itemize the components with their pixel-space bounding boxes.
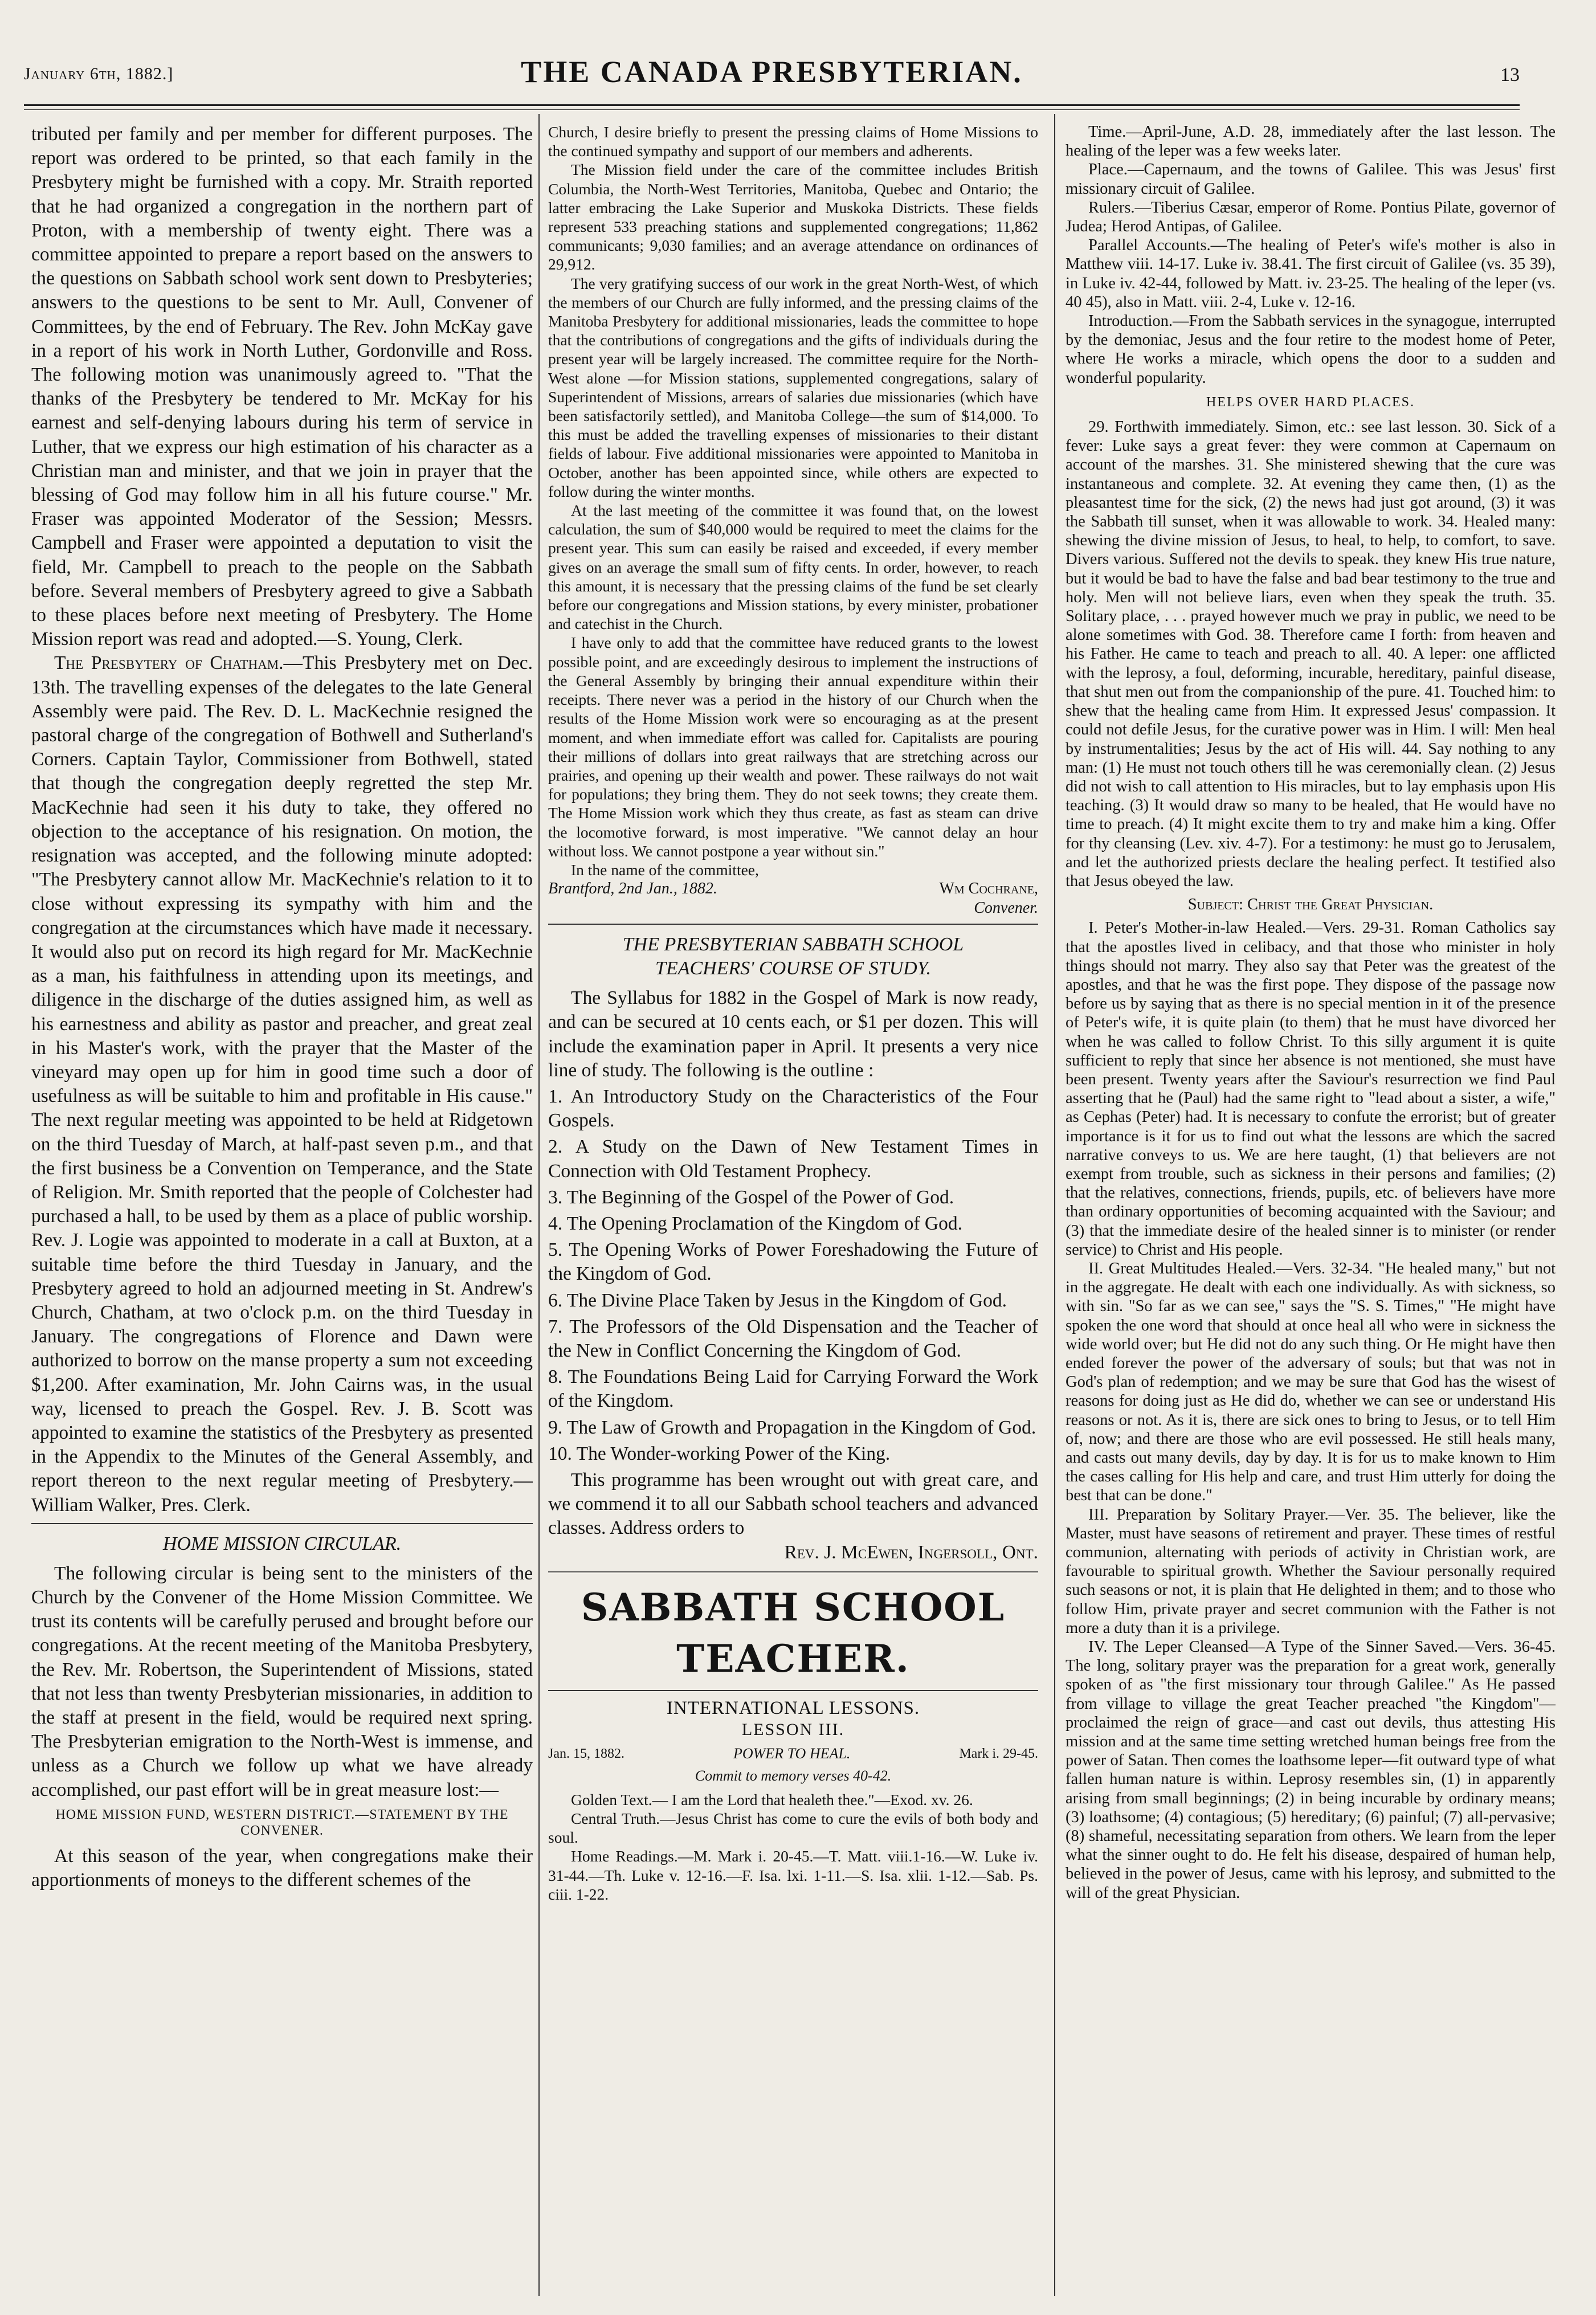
- golden-text: Golden Text.— I am the Lord that healeth thee."—Exod. xv. 26.: [571, 1790, 973, 1808]
- masthead-title: THE CANADA PRESBYTERIAN.: [521, 55, 1023, 89]
- memory-verses: Commit to memory verses 40-42.: [695, 1767, 892, 1784]
- home-mission-title: HOME MISSION CIRCULAR.: [162, 1533, 402, 1554]
- course-title-1: THE PRESBYTERIAN SABBATH SCHOOL: [622, 934, 964, 956]
- section-rule: [31, 1523, 533, 1524]
- lesson-place: Place.—Capernaum, and the towns of Galilee. This was Jesus' first missionary circuit of Galilee.: [1066, 161, 1556, 198]
- central-truth: Central Truth.—Jesus Christ has come to cure the evils of both body and soul.: [548, 1810, 1038, 1847]
- page-header: [24, 54, 1520, 100]
- point-two: II. Great Multitudes Healed.—Vers. 32-34. "He healed many," but not in the aggregate. He dealt with each one individually. As with sickness, so with sin. "So far as we can see," says the "S. S. Times," "He might have spoken the one word that should at once heal all who were in sickness the wide world over; but He did not do any such thing. Or He might have then ended forever the power of the adversary of souls; but that was not in God's plan of redemption; and we may be sure that God has the wisest of reasons for doing just as He did do, whether we can see or understand His reasons or not. As it is, there are sick ones to bring to Jesus, or to tell Him of, now; and there are those who are evil possessed. He still heals many, and casts out many devils, day by day. It is for us to make known to Him the cases calling for His help and care, and trust Him utterly for doing the best that can be done.": [1066, 1259, 1556, 1505]
- presbytery-report-text: tributed per family and per member for different purposes. The report was ordered to be printed, so that each family in the Presbytery might be furnished with a copy. Mr. Straith reported that he had organized a congregation in the northern part of Proton, with a membership of twenty eight. There was a committee appointed to prepare a report based on the answers to the questions on Sabbath school work sent down to Presbyteries; answers to the questions to be sent to Mr. Aull, Convener of Committees, by the end of February. The Rev. John McKay gave in a report of his work in North Luther, Gordonville and Ross. The following motion was unanimously agreed to. "That the thanks of the Presbytery be tendered to Mr. McKay for his earnest and self-denying labours during his term of service in Luther, that we express our high estimation of his character as a Christian man and minister, and that we join in prayer that the blessing of God may follow him in all his future course." Mr. Fraser was appointed Moderator of the Session; Messrs. Campbell and Fraser were appointed a deputation to visit the field, Mr. Campbell to preach to the people on the Sabbath before. Several members of Presbytery agreed to give a Sabbath to these places before next meeting of Presbytery. The Home Mission report was read and adopted.—S. Young, Clerk.: [31, 124, 533, 650]
- lesson-subject: Subject: Christ the Great Physician.: [1187, 896, 1434, 914]
- lesson-title: POWER TO HEAL.: [733, 1745, 851, 1762]
- point-one: I. Peter's Mother-in-law Healed.—Vers. 29-31. Roman Catholics say that the apostles lived in celibacy, and that those who minister in holy things should not marry. They also say that Peter was the greatest of the apostles, and that he was the first pope. They dispose of the passage now before us by saying that as there is no special mention in it of the presence of Peter's wife, it is quite plain (to them) that he must have divorced her when he was called to follow Christ. To this silly argument it is quite sufficient to reply that since her absence is not mentioned, she must have been present. Twenty years after the Saviour's resurrection we find Paul asserting that he (Paul) had the same right to "lead about a sister, a wife," as Cephas (Peter) had. It is necessary to confute the errorist; but of greater importance is it for us to find out what the lessons are which the sacred narrative conveys to us. We are here taught, (1) that believers are not exempt from trouble, such as sickness in their persons and families; (2) that the relatives, connections, friends, pupils, etc. of believers have more than ordinary opportunities of becoming acquainted with the Saviour; and (3) that the immediate desire of the healed sinner is to minister (or render service) to Christ and His people.: [1066, 919, 1556, 1259]
- outline-item: 1. An Introductory Study on the Characteristics of the Four Gospels.: [548, 1085, 1038, 1132]
- circular-para-4: At the last meeting of the committee it was found that, on the lowest calculation, the sum of $40,000 would be required to meet the claims for the present year. This sum can easily be raised and exceeded, if every member gives on an average the small sum of fifty cents. In order, however, to reach this amount, it is necessary that the pressing claims of the fund be set clearly before our congregations and Mission stations, by every minister, probationer and catechist in the Church.: [548, 501, 1038, 633]
- outline-item: 3. The Beginning of the Gospel of the Power of God.: [548, 1186, 954, 1208]
- point-four: IV. The Leper Cleansed—A Type of the Sinner Saved.—Vers. 36-45. The long, solitary prayer was the preparation for a great work, generally spoken of as "the first missionary tour through Galilee." As He passed from village to village the great Teacher preached "the Kingdom"—proclaimed the reign of grace—and cast out devils, thus attesting His mission and at the same time setting wretched human beings free from the power of Satan. Then comes the loathsome leper—fit outward type of what fallen human nature is within. Leprosy resembles sin, (1) in apparently arising from small beginnings; (2) in being incurable by ordinary means; (3) loathsome; (4) contagious; (5) hereditary; (6) painful; (7) all-pervasive; (8) shameful, necessitating separation from others. We learn from the leper what the sinner ought to do. He felt his disease, despaired of human help, believed in the power of Jesus, came with his leprosy, and submitted to the will of the great Physician.: [1066, 1638, 1556, 1902]
- signature-place: Brantford, 2nd Jan., 1882.: [548, 880, 717, 898]
- lesson-rulers: Rulers.—Tiberius Cæsar, emperor of Rome. Pontius Pilate, governor of Judea; Herod Antipas, of Galilee.: [1066, 198, 1556, 236]
- column-3: [1066, 123, 1556, 2299]
- international-lessons-heading: INTERNATIONAL LESSONS.: [666, 1697, 920, 1718]
- page-number: 13: [1500, 64, 1520, 85]
- home-mission-intro: The following circular is being sent to the ministers of the Church by the Convener of the Home Mission Committee. We trust its contents will be carefully perused and brought before our congregations. At the recent meeting of the Manitoba Presbytery, the Rev. Mr. Robertson, the Superintendent of Missions, stated that not less than twenty Presbyterian missionaries, in addition to the staff at present in the field, would be required next spring. The Presbyterian emigration to the North-West is immense, and unless as a Church we follow up what we have already accomplished, our past effort will be in great measure lost:—: [31, 1562, 533, 1800]
- chatham-report-text: —This Presbytery met on Dec. 13th. The travelling expenses of the delegates to the late General Assembly were paid. The Rev. D. L. MacKechnie resigned the pastoral charge of the congregation of Bothwell and Sutherland's Corners. Captain Taylor, Commissioner from Bothwell, stated that though the congregation deeply regretted the step Mr. MacKechnie had seen it his duty to take, they offered no objection to the acceptance of his resignation. On motion, the resignation was accepted, and the following minute adopted: "The Presbytery cannot allow Mr. MacKechnie's relation to it to close without expressing its sympathy with him and the congregation at the circumstances which have made it necessary. It would also put on record its high regard for Mr. MacKechnie as a man, his faithfulness in attending upon its meetings, and diligence in the discharge of the duties assigned him, as well as his earnestness and ability as pastor and preacher, and great zeal in his Master's work, with the prayer that the Master of the vineyard may open up for him in good time such a door of usefulness as will be suitable to him and profitable in His cause." The next regular meeting was appointed to be held at Ridgetown on the third Tuesday of March, at half-past seven p.m., and that the first business be a Convention on Temperance, and the State of Religion. Mr. Smith reported that the people of Colchester had purchased a hall, to be used by them as a place of public worship. Rev. J. Logie was appointed to moderate in a call at Buxton, at a suitable time before the third Tuesday in January, and the Presbytery agreed to hold an adjourned meeting in St. Andrew's Church, Chatham, at two o'clock p.m. on the third Tuesday in January. The congregations of Florence and Dawn were authorized to borrow on the manse property a sum not exceeding $1,200. After examination, Mr. John Cairns was, in the usual way, licensed to preach the Gospel. Rev. J. B. Scott was appointed to examine the statistics of the Presbytery as presented in the Appendix to the Minutes of the General Assembly, and report thereon to the next regular meeting of Presbytery.—William Walker, Pres. Clerk.: [31, 652, 533, 1516]
- header-rule-thin: [24, 109, 1520, 110]
- column-2: [548, 123, 1038, 2299]
- course-outline: [548, 1085, 1038, 1466]
- column-1: [31, 123, 533, 2299]
- course-title-2: TEACHERS' COURSE OF STUDY.: [655, 958, 931, 979]
- helps-text: 29. Forthwith immediately. Simon, etc.: see last lesson. 30. Sick of a fever: Luke says a great fever: they were common at Capernaum on account of the marshes. 31. She ministered shewing that the cure was instantaneous and complete. 32. At evening they came then, (1) as the pleasantest time for the sick, (2) the news had just got around, (3) it was the Sabbath till sunset, when it was allowable to work. 34. Healed many: shewing the divine mission of Jesus, to heal, to help, to comfort, to save. Divers various. Suffered not the devils to speak. they knew His true nature, but it would be bad to have the false and bad bear testimony to the true and holy. Men will not believe liars, even when they speak the truth. 35. Solitary place, . . . prayed however much we pray in public, we need to be alone sometimes with God. 38. Therefore came I forth: from heaven and his Father. He came to teach and preach to all. 40. A leper: one afflicted with the leprosy, a foul, deforming, incurable, hereditary, painful disease, that shut men out from the companionship of the pure. 41. Touched him: to shew that the healing came from Him. It expressed Jesus' compassion. It could not defile Jesus, for the curative power was in Him. I will: Men heal by instrumentalities; Jesus by the act of His will. 44. Say nothing to any man: (1) He must not touch others till he was ceremonially clean. (2) Jesus did not wish to call attention to His miracles, but to lay emphasis upon His teaching. (3) It would draw so many to be healed, that He would have no time to preach. (4) It might excite them to try and make him a king. Offer for thy cleansing (Lev. xiv. 4-7). For a testimony: he must go to Jerusalem, and let the authorized priests declare the healing perfect. It testified also that Jesus obeyed the law.: [1066, 418, 1556, 890]
- outline-item: 6. The Divine Place Taken by Jesus in the Kingdom of God.: [548, 1289, 1007, 1311]
- section-rule: [548, 924, 1038, 925]
- lesson-introduction: Introduction.—From the Sabbath services in the synagogue, interrupted by the demoniac, Jesus and the four retire to the modest home of Peter, where He works a miracle, which opens the door to a sudden and wonderful popularity.: [1066, 312, 1556, 387]
- point-three: III. Preparation by Solitary Prayer.—Ver. 35. The believer, like the Master, must have seasons of retirement and prayer. These times of restful communion, alternating with periods of activity in Christian work, are favourable to spiritual growth. Whether the Saviour personally required such seasons or not, it is plain that He delighted in them; and to those who follow Him, private prayer and secret communion with the Father is not more a duty than it is a privilege.: [1066, 1505, 1556, 1637]
- helps-heading: HELPS OVER HARD PLACES.: [1206, 394, 1415, 410]
- lesson-date: Jan. 15, 1882.: [548, 1746, 624, 1761]
- circular-para-1: Church, I desire briefly to present the pressing claims of Home Missions to the continued sympathy and support of our members and adherents.: [548, 123, 1038, 160]
- outline-item: 9. The Law of Growth and Propagation in the Kingdom of God.: [548, 1416, 1036, 1438]
- signature-row: [548, 879, 1038, 918]
- course-outro: This programme has been wrought out with great care, and we commend it to all our Sabbath school teachers and advanced classes. Address orders to: [548, 1469, 1038, 1539]
- header-rule: [24, 104, 1520, 106]
- signature-name: Wm Cochrane,: [939, 880, 1038, 898]
- parallel-accounts: Parallel Accounts.—The healing of Peter's wife's mother is also in Matthew viii. 14-17. Luke iv. 38.41. The first circuit of Galilee (vs. 35 39), in Luke iv. 42-44, followed by Matt. iv. 23-25. The healing of the leper (vs. 40 45), also in Matt. viii. 2-4, Luke v. 12-16.: [1066, 236, 1556, 311]
- outline-item: 7. The Professors of the Old Dispensation and the Teacher of the New in Conflict Concerning the Kingdom of God.: [548, 1316, 1038, 1361]
- chatham-report: [31, 651, 533, 1517]
- circular-para-2: The Mission field under the care of the committee includes British Columbia, the North-West Territories, Manitoba, Quebec and Ontario; the latter embracing the Lake Superior and Muskoka Districts. These fields represent 533 preaching stations and supplemented congregations; 11,862 communicants; 9,030 families; and an average attendance on ordinances of 29,912.: [548, 161, 1038, 273]
- outline-item: 2. A Study on the Dawn of New Testament Times in Connection with Old Testament Prophecy.: [548, 1136, 1038, 1182]
- outline-item: 10. The Wonder-working Power of the King.: [548, 1443, 891, 1464]
- circular-closing: In the name of the committee,: [571, 860, 759, 879]
- signature-role: Convener.: [974, 899, 1038, 917]
- double-rule: [548, 1571, 1038, 1575]
- course-intro: The Syllabus for 1882 in the Gospel of Mark is now ready, and can be secured at 10 cents each, or $1 per dozen. This will include the examination paper in April. It presents a very nice line of study. The following is the outline :: [548, 987, 1038, 1081]
- lesson-number: LESSON III.: [741, 1720, 845, 1739]
- lesson-passage: Mark i. 29-45.: [959, 1746, 1038, 1761]
- signature-block: [939, 879, 1038, 918]
- circular-para-3: The very gratifying success of our work in the great North-West, of which the members of our Church are fully informed, and the pressing claims of the Manitoba Presbytery for additional missionaries, leads the committee to hope that the contributions of congregations and the gifts of individuals during the present year will be largely increased. The committee require for the North-West alone —for Mission stations, supplemented congregations, salary of Superintendent of Missions, arrears of salaries due missionaries (which have been satisfactorily settled), and Manitoba College—the sum of $14,000. To this must be added the travelling expenses of missionaries to their distant fields of labour. Five additional missionaries were appointed to Manitoba in October, another has been appointed since, while others are expected to follow during the winter months.: [548, 274, 1038, 500]
- lesson-meta-row: [548, 1746, 1038, 1762]
- outline-item: 8. The Foundations Being Laid for Carrying Forward the Work of the Kingdom.: [548, 1366, 1038, 1412]
- column-divider: [538, 114, 540, 2296]
- sabbath-school-banner: SABBATH SCHOOL TEACHER.: [581, 1585, 1006, 1681]
- course-address: Rev. J. McEwen, Ingersoll, Ont.: [784, 1541, 1038, 1563]
- outline-item: 5. The Opening Works of Power Foreshadowing the Future of the Kingdom of God.: [548, 1239, 1038, 1285]
- section-rule: [548, 1690, 1038, 1691]
- column-divider: [1054, 114, 1055, 2296]
- home-readings: Home Readings.—M. Mark i. 20-45.—T. Matt. viii.1-16.—W. Luke iv. 31-44.—Th. Luke v. 12-16.—F. Isa. lxi. 1-11.—S. Isa. xlii. 1-12.—Sab. Ps. ciii. 1-22.: [548, 1847, 1038, 1903]
- chatham-heading: The Presbytery of Chatham.: [54, 652, 284, 674]
- lesson-time: Time.—April-June, A.D. 28, immediately after the last lesson. The healing of the leper was a few weeks later.: [1066, 123, 1556, 160]
- circular-heading: HOME MISSION FUND, WESTERN DISTRICT.—STATEMENT BY THE CONVENER.: [55, 1807, 509, 1838]
- issue-date: January 6th, 1882.]: [24, 64, 174, 83]
- circular-para-5: I have only to add that the committee have reduced grants to the lowest possible point, and are exceedingly desirous to implement the instructions of the General Assembly by bringing their annual expenditure within their receipts. There never was a period in the history of our Church when the results of the Home Mission work were so encouraging as at the present moment, and when immediate effort was called for. Capitalists are pouring their millions of dollars into great railways that are stretching across our prairies, and opening up their wealth and power. These railways do not wait for populations; they bring them. They do not seek towns; they create them. The Home Mission work which they thus create, as fast as steam can drive the locomotive forward, is most imperative. "We cannot delay an hour without loss. We cannot postpone a year without sin.": [548, 634, 1038, 860]
- circular-text-start: At this season of the year, when congregations make their apportionments of moneys to the different schemes of the: [31, 1845, 533, 1891]
- outline-item: 4. The Opening Proclamation of the Kingdom of God.: [548, 1212, 962, 1234]
